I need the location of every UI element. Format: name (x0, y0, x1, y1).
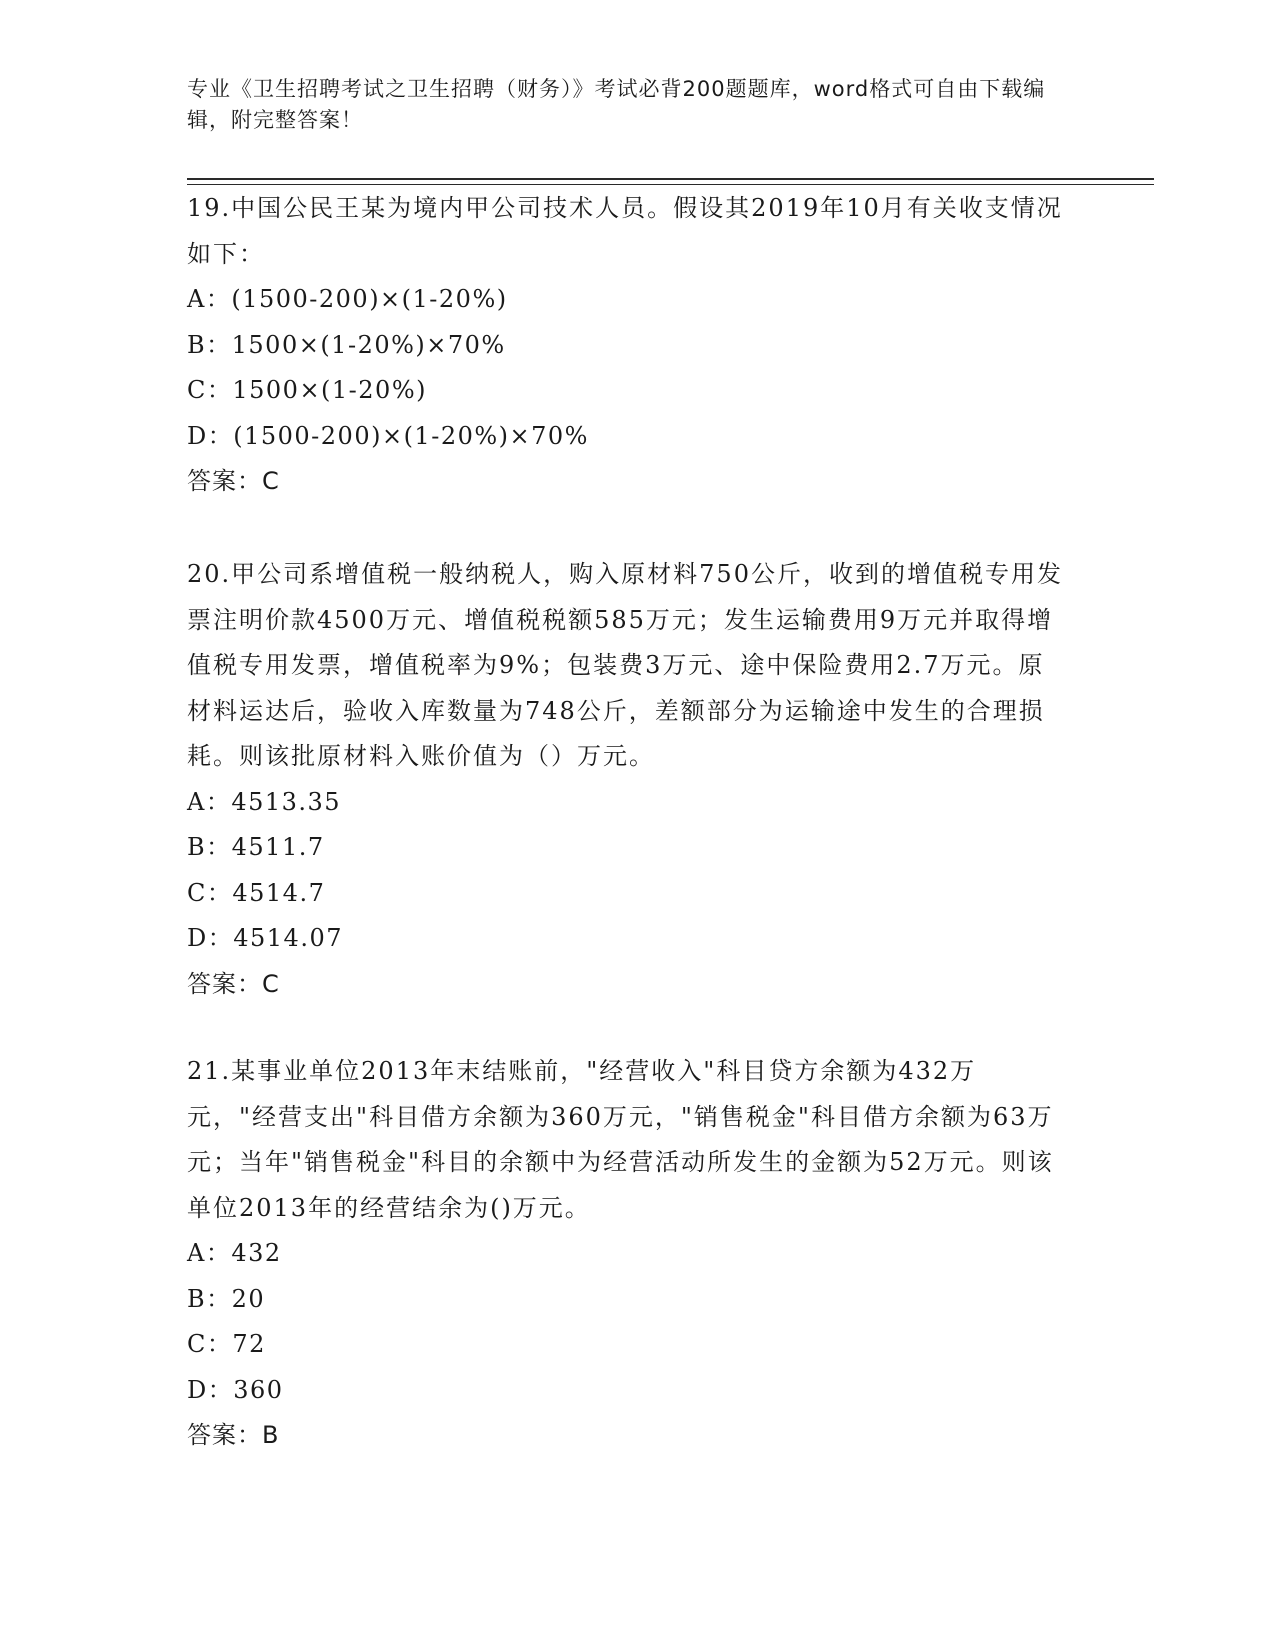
option-d: D：4514.07 (187, 924, 343, 952)
answer: 答案：C (187, 969, 280, 998)
option-b: B：4511.7 (187, 833, 325, 861)
question-stem: 21.某事业单位2013年末结账前，"经营收入"科目贷方余额为432万元，"经营支出"科目借方余额为360万元，"销售税金"科目借方余额为63万元；当年"销售税金"科目的余额中为经营活动所发生的金额为52万元。则该单位2013年的经营结余为()万元。 (187, 1057, 1054, 1222)
question-stem: 20.甲公司系增值税一般纳税人，购入原材料750公斤，收到的增值税专用发票注明价款4500万元、增值税税额585万元；发生运输费用9万元并取得增值税专用发票，增值税率为9%；包装费3万元、途中保险费用2.7万元。原材料运达后，验收入库数量为748公斤，差额部分为运输途中发生的合理损耗。则该批原材料入账价值为（）万元。 (187, 560, 1063, 770)
option-d: D：360 (187, 1375, 284, 1404)
option-a: A：432 (187, 1239, 282, 1267)
option-b: B：1500×(1-20%)×70% (187, 330, 506, 359)
option-c: C：4514.7 (187, 878, 326, 907)
question-19 (187, 186, 1087, 505)
option-a: A：4513.35 (187, 787, 342, 816)
question-20 (187, 552, 1087, 1007)
document-header: 专业《卫生招聘考试之卫生招聘（财务）》考试必背200题题库，word格式可自由下载编辑，附完整答案！ (187, 77, 1046, 132)
option-d: D：(1500-200)×(1-20%)×70% (187, 421, 589, 450)
answer: 答案：C (187, 467, 280, 495)
option-b: B：20 (187, 1284, 266, 1313)
header-divider-thin (187, 184, 1154, 185)
option-a: A：(1500-200)×(1-20%) (187, 285, 508, 313)
question-stem: 19.中国公民王某为境内甲公司技术人员。假设其2019年10月有关收支情况如下： (187, 194, 1063, 268)
answer: 答案：B (187, 1421, 280, 1449)
question-21 (187, 1049, 1087, 1459)
header-divider-thick (187, 178, 1154, 180)
option-c: C：72 (187, 1330, 266, 1358)
option-c: C：1500×(1-20%) (187, 376, 427, 404)
